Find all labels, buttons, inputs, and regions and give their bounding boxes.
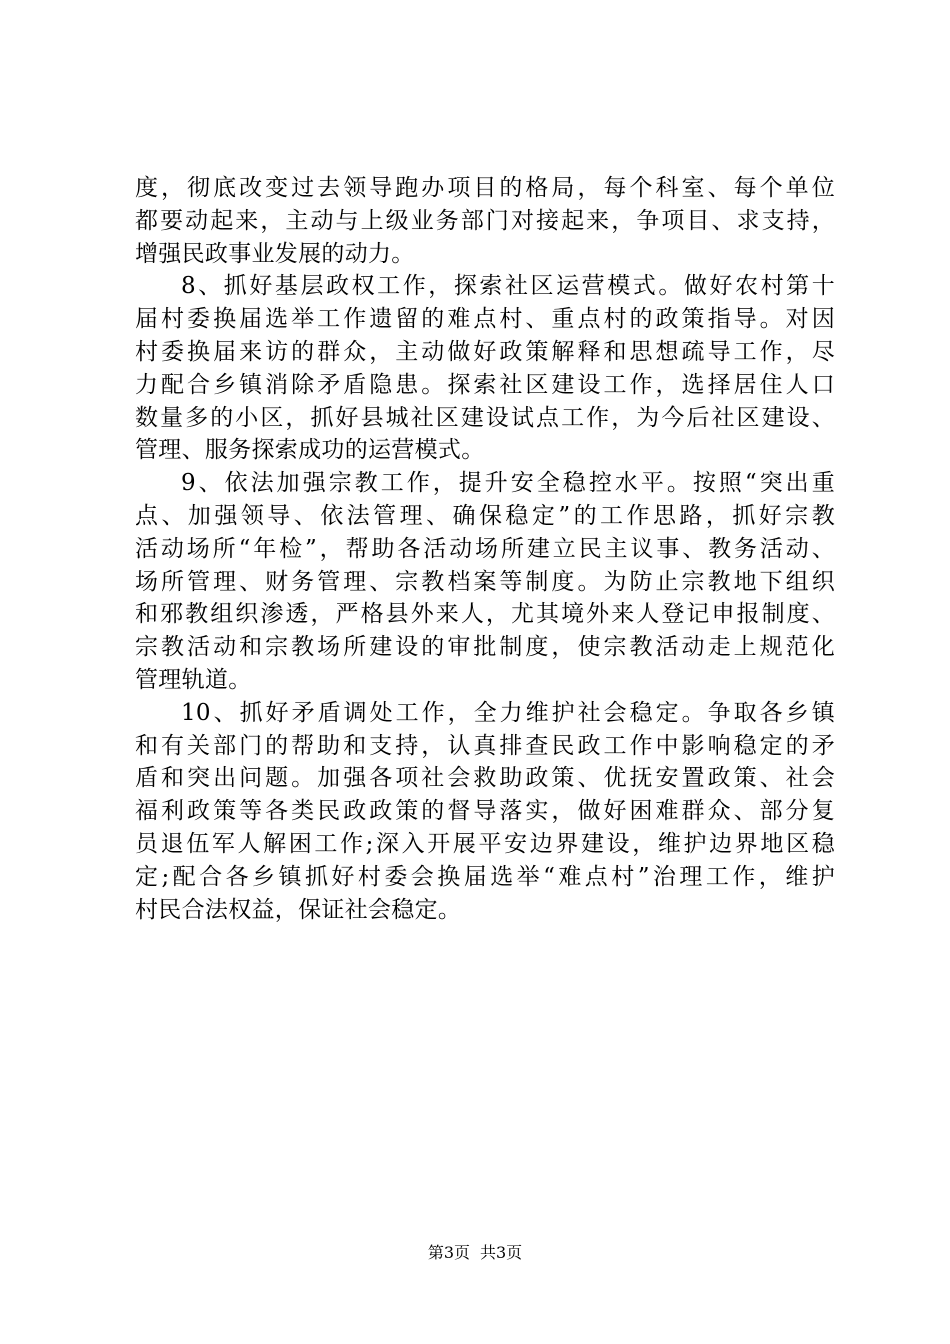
text-line: 和邪教组织渗透，严格县外来人，尤其境外来人登记申报制度、 [135, 601, 835, 628]
page-footer [0, 1243, 950, 1263]
page-total: 共3页 [480, 1243, 523, 1262]
paragraph-9-start: 9、依法加强宗教工作，提升安全稳控水平。按照“突出重 [181, 470, 835, 497]
text-line: 场所管理、财务管理、宗教档案等制度。为防止宗教地下组织 [135, 568, 835, 595]
page-number: 第3页 [427, 1243, 470, 1262]
text-line: 宗教活动和宗教场所建设的审批制度，使宗教活动走上规范化 [135, 634, 835, 661]
text-line: 活动场所“年检”，帮助各活动场所建立民主议事、教务活动、 [135, 535, 835, 562]
text-line: 力配合乡镇消除矛盾隐患。探索社区建设工作，选择居住人口 [135, 371, 835, 398]
text-line: 届村委换届选举工作遗留的难点村、重点村的政策指导。对因 [135, 306, 835, 333]
paragraph-10-start: 10、抓好矛盾调处工作，全力维护社会稳定。争取各乡镇 [181, 699, 835, 726]
text-line: 点、加强领导、依法管理、确保稳定”的工作思路，抓好宗教 [135, 502, 835, 529]
text-line: 员退伍军人解困工作;深入开展平安边界建设，维护边界地区稳 [135, 830, 835, 857]
text-line: 都要动起来，主动与上级业务部门对接起来，争项目、求支持， [135, 207, 835, 234]
text-line: 福利政策等各类民政政策的督导落实，做好困难群众、部分复 [135, 798, 835, 825]
body-text [135, 172, 835, 926]
text-line: 村委换届来访的群众，主动做好政策解释和思想疏导工作，尽 [135, 338, 835, 365]
text-line: 盾和突出问题。加强各项社会救助政策、优抚安置政策、社会 [135, 765, 835, 792]
text-line: 管理轨道。 [135, 666, 252, 693]
text-line: 定;配合各乡镇抓好村委会换届选举“难点村”治理工作，维护 [135, 863, 835, 890]
text-line: 村民合法权益，保证社会稳定。 [135, 896, 462, 923]
text-line: 增强民政事业发展的动力。 [135, 240, 415, 267]
paragraph-8-start: 8、抓好基层政权工作，探索社区运营模式。做好农村第十 [181, 273, 835, 300]
text-line: 和有关部门的帮助和支持，认真排查民政工作中影响稳定的矛 [135, 732, 835, 759]
text-line: 数量多的小区，抓好县城社区建设试点工作，为今后社区建设、 [135, 404, 835, 431]
text-line: 管理、服务探索成功的运营模式。 [135, 437, 485, 464]
text-line: 度，彻底改变过去领导跑办项目的格局，每个科室、每个单位 [135, 175, 835, 201]
